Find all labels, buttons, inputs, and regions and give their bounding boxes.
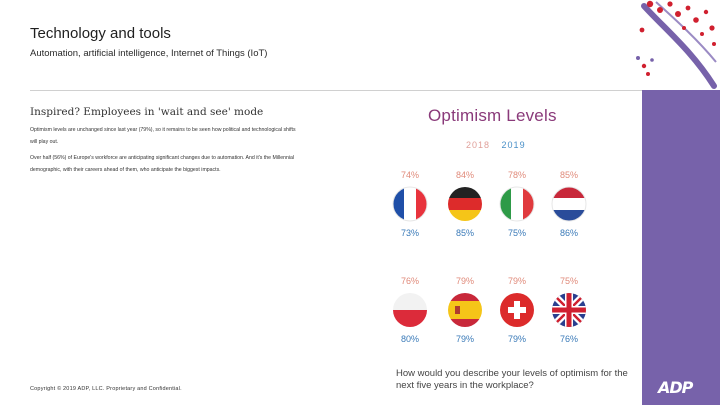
country-netherlands	[544, 170, 594, 238]
country-spain	[440, 276, 490, 344]
country-uk	[544, 276, 594, 344]
value-2019: 75%	[507, 228, 526, 238]
adp-logo: ADP	[658, 378, 693, 397]
value-2018: 79%	[455, 276, 474, 286]
value-2019: 86%	[559, 228, 578, 238]
italy-flag-icon	[499, 186, 535, 222]
text-paragraph-1: Optimism levels are unchanged since last year (79%), so it remains to be seen how political and technological shifts will play out.	[30, 127, 296, 145]
uk-flag-icon	[551, 292, 587, 328]
slide-subtitle: Automation, artificial intelligence, Internet of Things (IoT)	[30, 48, 268, 59]
value-2019: 79%	[455, 334, 474, 344]
decorative-dots-graphic	[636, 0, 720, 90]
value-2018: 76%	[400, 276, 419, 286]
value-2019: 85%	[455, 228, 474, 238]
value-2018: 79%	[507, 276, 526, 286]
country-switzerland	[492, 276, 542, 344]
country-germany	[440, 170, 490, 238]
value-2018: 85%	[559, 170, 578, 180]
chart-legend	[466, 140, 526, 150]
text-paragraph-2: Over half (56%) of Europe's workforce are anticipating significant changes due to automation. And it's the Millennial demographic, with their careers ahead of them, who anticipate the biggest impacts.	[30, 155, 295, 173]
legend-2018: 2018	[466, 140, 491, 150]
switzerland-flag-icon	[499, 292, 535, 328]
slide-title: Technology and tools	[30, 25, 171, 42]
germany-flag-icon	[447, 186, 483, 222]
value-2019: 80%	[400, 334, 419, 344]
france-flag-icon	[392, 186, 428, 222]
legend-2019: 2019	[501, 140, 526, 150]
value-2018: 74%	[400, 170, 419, 180]
poland-flag-icon	[392, 292, 428, 328]
spain-flag-icon	[447, 292, 483, 328]
country-italy	[492, 170, 542, 238]
value-2019: 76%	[559, 334, 578, 344]
chart-title: Optimism Levels	[428, 106, 557, 125]
country-france	[385, 170, 435, 238]
text-heading: Inspired? Employees in 'wait and see' mode	[30, 106, 264, 118]
country-poland	[385, 276, 435, 344]
slide-header	[0, 0, 720, 90]
value-2019: 73%	[400, 228, 419, 238]
value-2018: 78%	[507, 170, 526, 180]
purple-side-band	[642, 90, 720, 405]
copyright-text: Copyright © 2019 ADP, LLC. Proprietary and Confidential.	[30, 386, 182, 392]
header-divider	[30, 90, 642, 91]
value-2018: 75%	[559, 276, 578, 286]
value-2018: 84%	[455, 170, 474, 180]
text-column	[30, 106, 300, 180]
netherlands-flag-icon	[551, 186, 587, 222]
value-2019: 79%	[507, 334, 526, 344]
question-text: How would you describe your levels of optimism for the next five years in the workplace?	[396, 368, 628, 391]
